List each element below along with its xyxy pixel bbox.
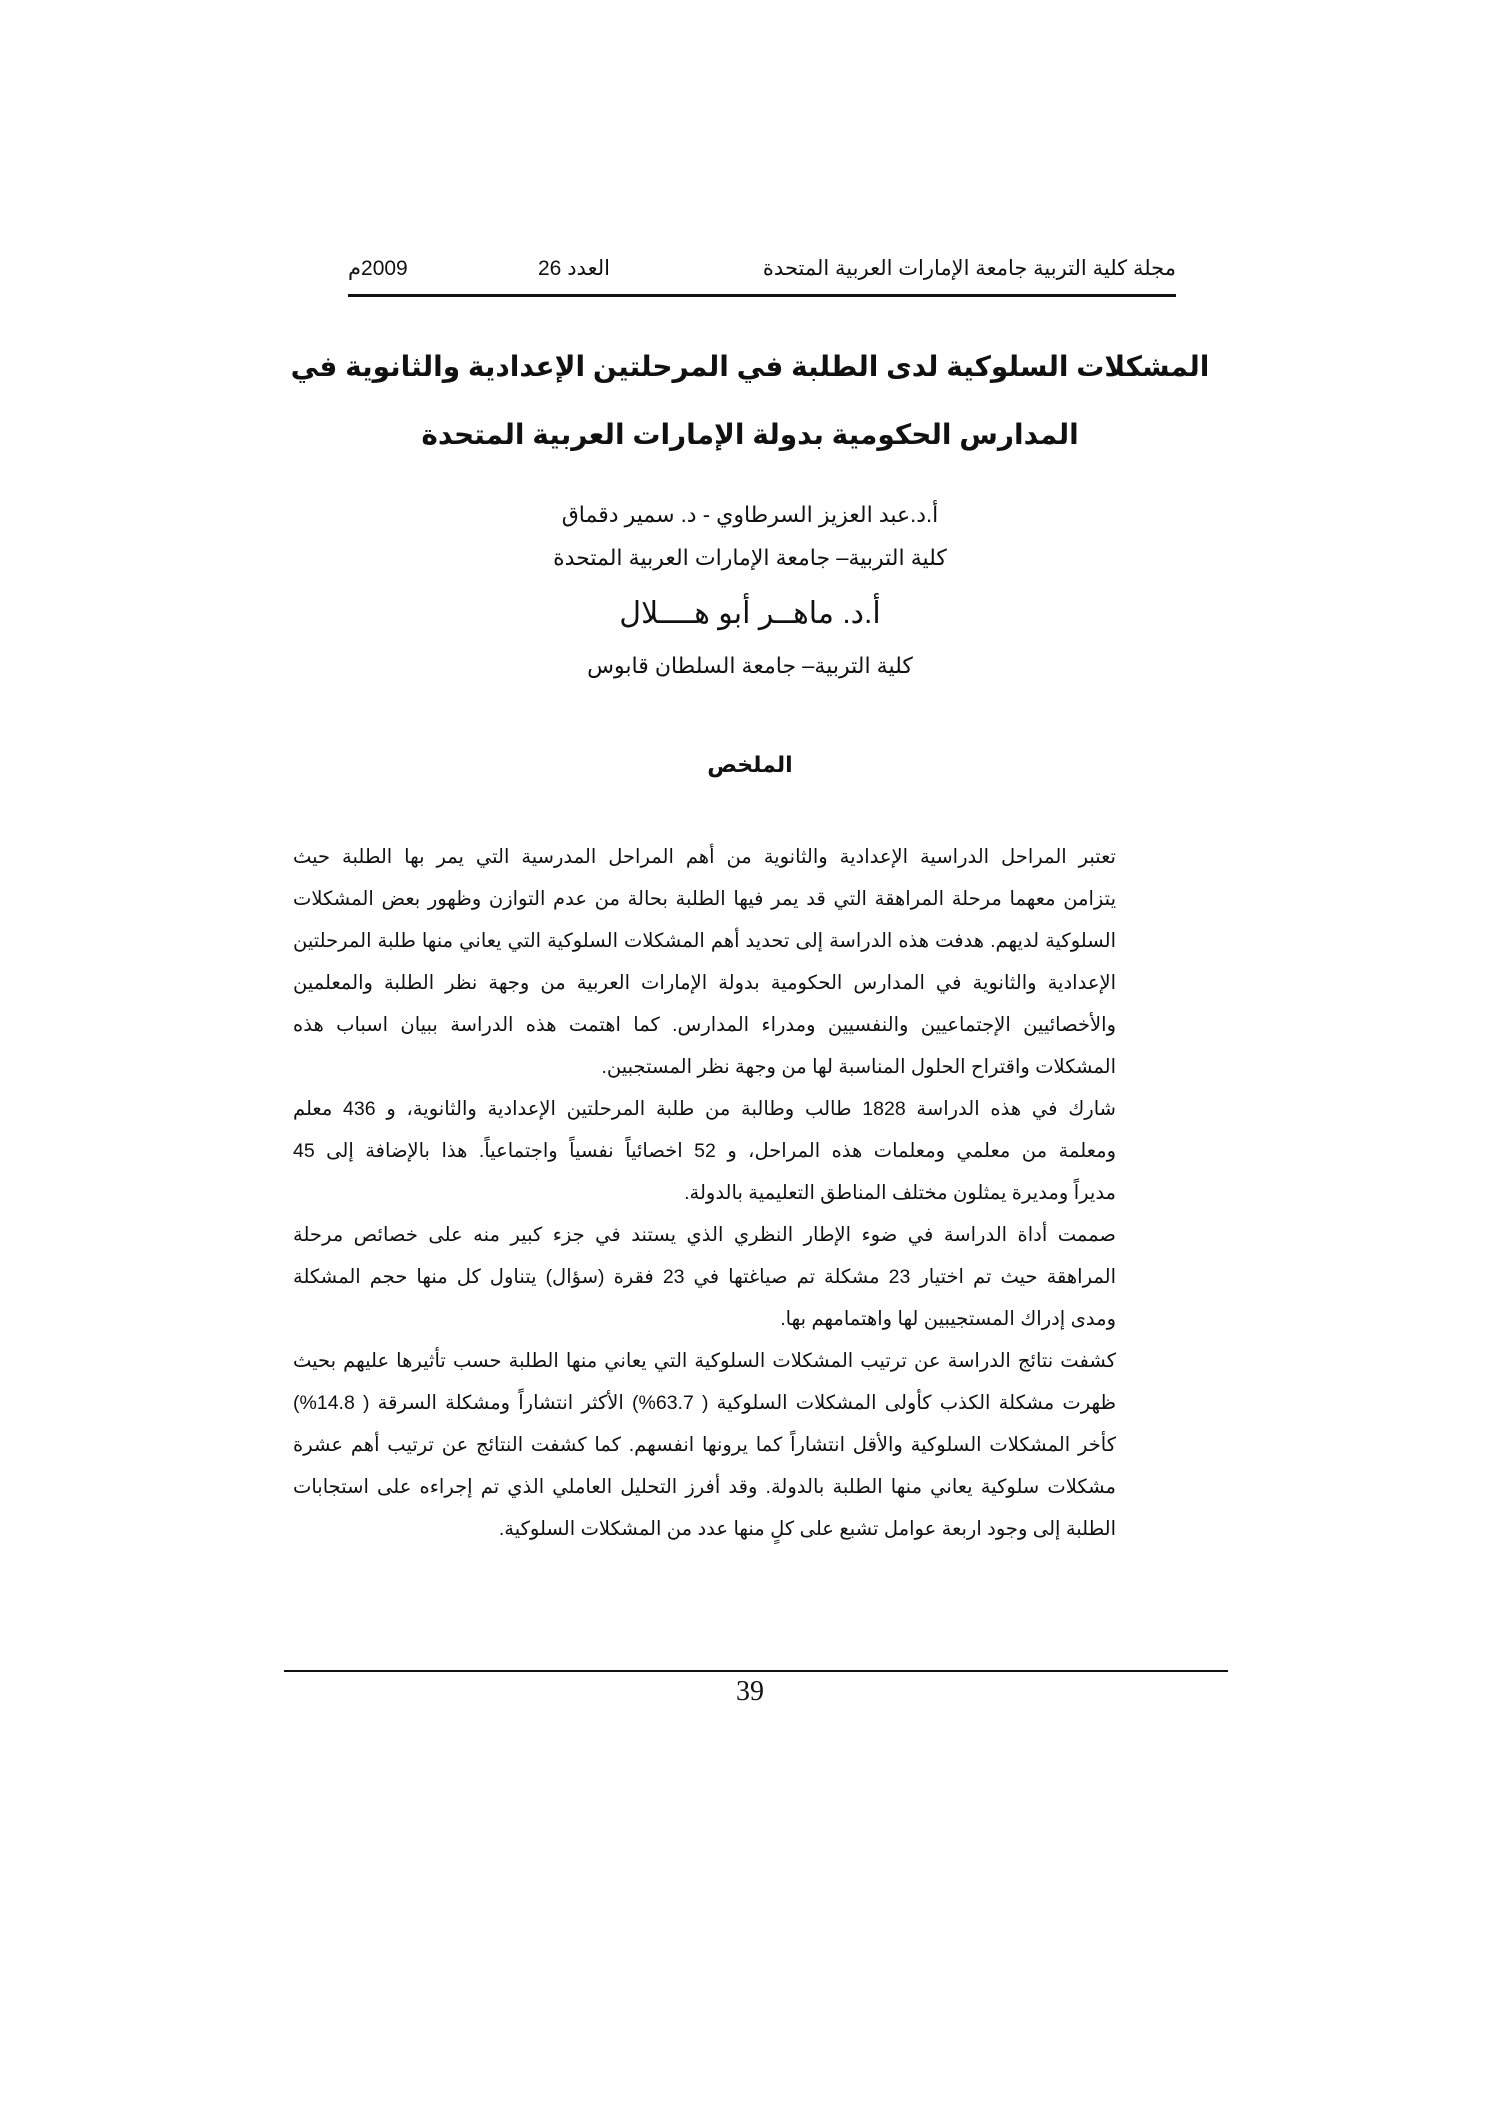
abstract-line: ظهرت مشكلة الكذب كأولى المشكلات السلوكية ( 63.7%) الأكثر انتشاراً ومشكلة السرقة ( 14.8%) bbox=[293, 1392, 1116, 1414]
header-rule bbox=[348, 294, 1176, 297]
abstract-line: الإعدادية والثانوية في المدارس الحكومية بدولة الإمارات العربية من وجهة نظر الطلبة والمعلمين bbox=[293, 972, 1116, 994]
title-line-1: المشكلات السلوكية لدى الطلبة في المرحلتين الإعدادية والثانوية في bbox=[290, 351, 1210, 382]
abstract-line: مديراً ومديرة يمثلون مختلف المناطق التعليمية بالدولة. bbox=[684, 1182, 1116, 1204]
author-1: أ.د.عبد العزيز السرطاوي - د. سمير دقماق bbox=[561, 502, 939, 527]
title-line-2: المدارس الحكومية بدولة الإمارات العربية المتحدة bbox=[421, 419, 1079, 450]
issue-year: 2009م bbox=[348, 257, 408, 280]
abstract-line: والأخصائيين الإجتماعيين والنفسيين ومدراء المدارس. كما اهتمت هذه الدراسة ببيان اسباب هذه bbox=[293, 1014, 1116, 1036]
abstract-line: صممت أداة الدراسة في ضوء الإطار النظري الذي يستند في جزء كبير منه على خصائص مرحلة bbox=[293, 1224, 1116, 1246]
abstract-line: السلوكية لديهم. هدفت هذه الدراسة إلى تحديد أهم المشكلات السلوكية التي يعاني منها طلبة المرحلتين bbox=[293, 930, 1116, 952]
abstract-line: شارك في هذه الدراسة 1828 طالب وطالبة من طلبة المرحلتين الإعدادية والثانوية، و 436 معلم bbox=[293, 1098, 1116, 1120]
footer-rule bbox=[284, 1670, 1228, 1672]
abstract-line: يتزامن معهما مرحلة المراهقة التي قد يمر فيها الطلبة بحالة من عدم التوازن وظهور بعض المشكلات bbox=[293, 888, 1116, 910]
abstract-line: كأخر المشكلات السلوكية والأقل انتشاراً كما يرونها انفسهم. كما كشفت النتائج عن ترتيب أهم عشرة bbox=[293, 1434, 1116, 1456]
abstract-line: ومعلمة من معلمي ومعلمات هذه المراحل، و 52 اخصائياً نفسياً واجتماعياً. هذا بالإضافة إلى 45 bbox=[293, 1140, 1116, 1162]
page-number: 39 bbox=[736, 1676, 764, 1707]
abstract-line: الطلبة إلى وجود اربعة عوامل تشبع على كلٍ منها عدد من المشكلات السلوكية. bbox=[498, 1518, 1116, 1540]
author-2: أ.د. ماهــر أبو هــــلال bbox=[619, 597, 881, 630]
issue-number: العدد 26 bbox=[538, 257, 610, 280]
abstract-line: تعتبر المراحل الدراسية الإعدادية والثانوية من أهم المراحل المدرسية التي يمر بها الطلبة حيث bbox=[293, 846, 1116, 868]
abstract-line: ومدى إدراك المستجيبين لها واهتمامهم بها. bbox=[780, 1308, 1116, 1330]
abstract-line: كشفت نتائج الدراسة عن ترتيب المشكلات السلوكية التي يعاني منها الطلبة حسب تأثيرها عليهم بحيث bbox=[293, 1350, 1116, 1372]
abstract-body bbox=[293, 836, 1116, 1550]
abstract-line: مشكلات سلوكية يعاني منها الطلبة بالدولة. وقد أفرز التحليل العاملي الذي تم إجراءه على استجابات bbox=[293, 1476, 1116, 1498]
abstract-line: المشكلات واقتراح الحلول المناسبة لها من وجهة نظر المستجبين. bbox=[601, 1056, 1116, 1078]
abstract-heading: الملخص bbox=[707, 752, 793, 777]
affiliation-2: كلية التربية– جامعة السلطان قابوس bbox=[587, 653, 913, 678]
abstract-line: المراهقة حيث تم اختيار 23 مشكلة تم صياغتها في 23 فقرة (سؤال) يتناول كل منها حجم المشكلة bbox=[293, 1266, 1116, 1288]
journal-name: مجلة كلية التربية جامعة الإمارات العربية المتحدة bbox=[762, 257, 1176, 280]
affiliation-1: كلية التربية– جامعة الإمارات العربية المتحدة bbox=[553, 545, 947, 570]
